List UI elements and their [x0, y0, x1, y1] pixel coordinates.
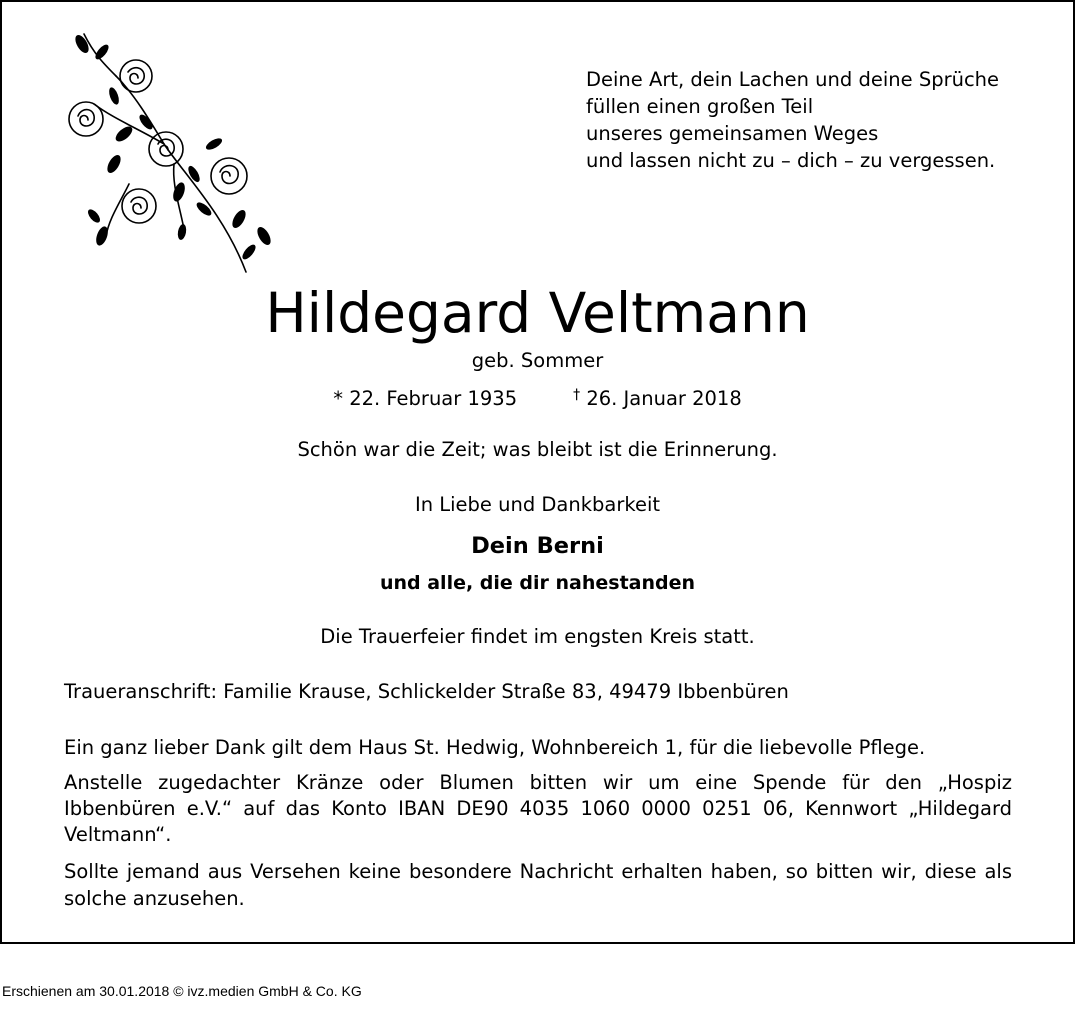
roses-illustration-icon: [54, 24, 279, 276]
birth-date: * 22. Februar 1935: [333, 387, 518, 410]
donation-text-end: Veltmann“.: [64, 823, 172, 846]
poem-line: Deine Art, dein Lachen und deine Sprüche: [586, 68, 1000, 91]
dedication: In Liebe und Dankbarkeit: [414, 493, 661, 516]
mourning-address: Traueranschrift: Familie Krause, Schlickelder Straße 83, 49479 Ibbenbüren: [64, 680, 789, 703]
thanks-text: Ein ganz lieber Dank gilt dem Haus St. Hedwig, Wohnbereich 1, für die liebevolle Pflege.: [64, 736, 926, 759]
other-mourners: und alle, die dir nahestanden: [379, 572, 696, 594]
donation-text: Anstelle zugedachter Kränze oder Blumen bitten wir um eine Spende für den „Hospiz Ibbenbüren e.V.“ auf das Konto IBAN DE90 4035 1060 0000 0251 06, Kennwort „Hildegard: [64, 771, 1012, 820]
publication-footer: Erschienen am 30.01.2018 © ivz.medien GmbH & Co. KG: [2, 983, 362, 999]
poem-line: füllen einen großen Teil: [586, 95, 814, 118]
cross-icon: †: [573, 387, 581, 403]
poem: [586, 66, 999, 174]
life-dates: [2, 382, 1073, 412]
maiden-name: geb. Sommer: [471, 349, 604, 372]
ceremony-note: Die Trauerfeier findet im engsten Kreis statt.: [320, 625, 755, 648]
signer-name: Dein Berni: [471, 533, 604, 559]
death-date: 26. Januar 2018: [586, 387, 742, 410]
poem-line: und lassen nicht zu – dich – zu vergessen.: [586, 149, 996, 172]
poem-line: unseres gemeinsamen Weges: [586, 122, 879, 145]
notification-note: Sollte jemand aus Versehen keine besondere Nachricht erhalten haben, so bitten wir, diese als: [64, 860, 1012, 883]
notification-note-end: solche anzusehen.: [64, 887, 245, 910]
memorial-quote: Schön war die Zeit; was bleibt ist die Erinnerung.: [297, 438, 778, 461]
deceased-name: Hildegard Veltmann: [265, 281, 810, 345]
